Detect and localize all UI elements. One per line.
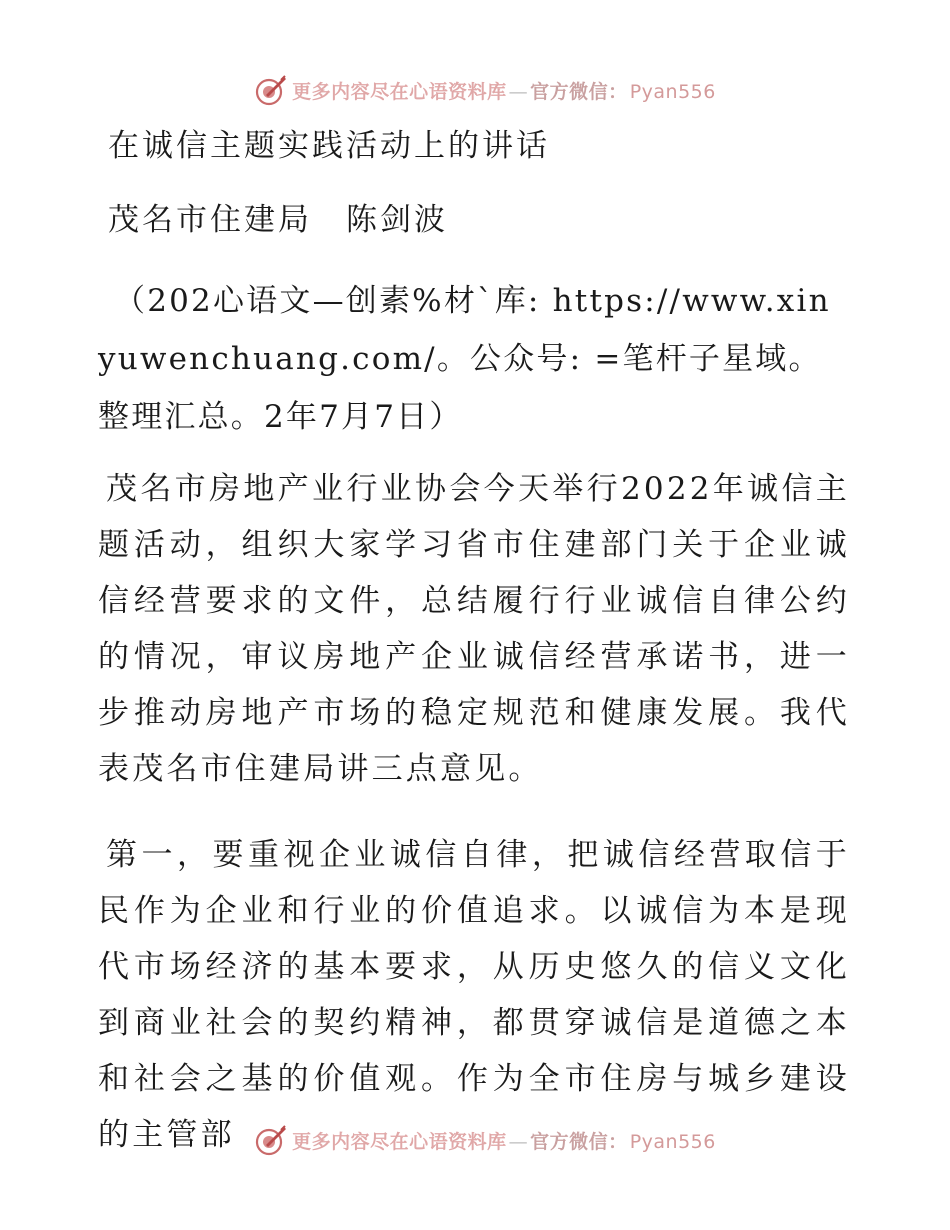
banner-wechat-id: Pyan556 [629, 80, 716, 103]
banner-separator: — [508, 80, 529, 103]
banner-separator: — [508, 1130, 529, 1153]
document-title: 在诚信主题实践活动上的讲话 [108, 128, 550, 164]
banner-official-label: 官方微信： [530, 1130, 628, 1153]
header-watermark-banner [0, 70, 950, 110]
footer-watermark-banner [0, 1120, 950, 1160]
source-note: （202心语文—创素%材`库: https://www.xinyuwenchuang.com/。公众号: =笔杆子星域。整理汇总。2年7月7日） [98, 283, 831, 435]
banner-official-label: 官方微信： [530, 80, 628, 103]
body-paragraph-2: 第一，要重视企业诚信自律，把诚信经营取信于民作为企业和行业的价值追求。以诚信为本是现代市场经济的基本要求，从历史悠久的信义文化到商业社会的契约精神，都贯穿诚信是道德之本和社会之基的价值观。作为全市住房与城乡建设的主管部 [98, 837, 850, 1153]
banner-main-text: 更多内容尽在心语资料库 [292, 80, 507, 103]
quill-seal-icon [254, 73, 288, 107]
body-paragraph-1: 茂名市房地产业行业协会今天举行2022年诚信主题活动，组织大家学习省市住建部门关于企业诚信经营要求的文件，总结履行行业诚信自律公约的情况，审议房地产企业诚信经营承诺书，进一步推动房地产市场的稳定规范和健康发展。我代表茂名市住建局讲三点意见。 [98, 471, 850, 787]
quill-seal-icon [254, 1123, 288, 1157]
banner-wechat-id: Pyan556 [629, 1130, 716, 1153]
banner-main-text: 更多内容尽在心语资料库 [292, 1130, 507, 1153]
author-line: 茂名市住建局 陈剑波 [108, 202, 448, 238]
